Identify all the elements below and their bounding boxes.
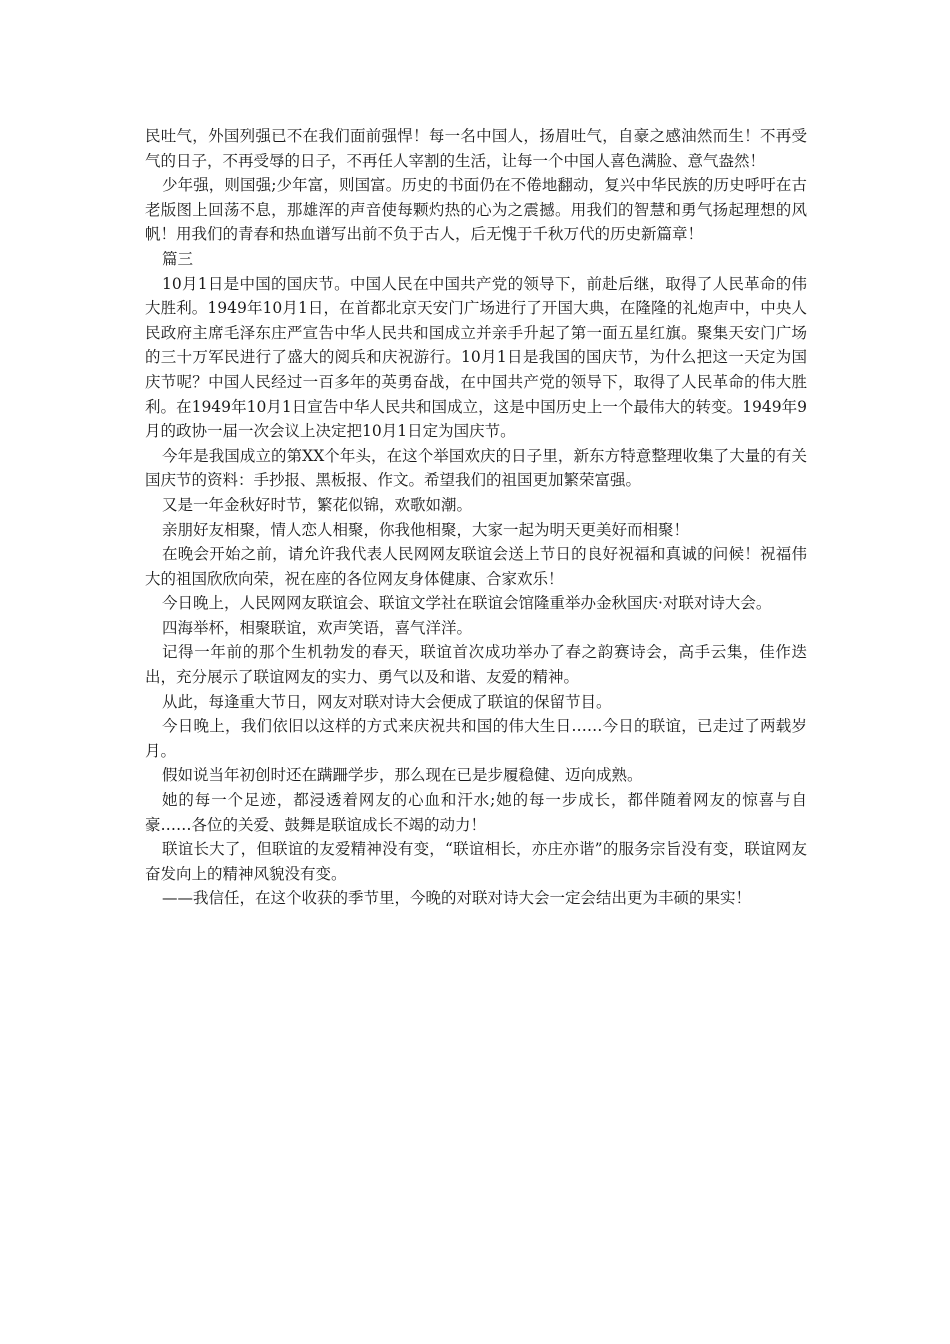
- paragraph-14: 她的每一个足迹，都浸透着网友的心血和汗水;她的每一步成长，都伴随着网友的惊喜与自豪……各位的关爱、鼓舞是联谊成长不竭的动力！: [145, 791, 807, 834]
- paragraph-7: 在晚会开始之前，请允许我代表人民网网友联谊会送上节日的良好祝福和真诚的问候！祝福伟大的祖国欣欣向荣，祝在座的各位网友身体健康、合家欢乐！: [145, 545, 807, 588]
- paragraph-13: 假如说当年初创时还在蹒跚学步，那么现在已是步履稳健、迈向成熟。: [162, 766, 643, 785]
- paragraph-16: ——我信任，在这个收获的季节里，今晚的对联对诗大会一定会结出更为丰硕的果实！: [162, 889, 752, 908]
- paragraph-3: 10月1日是中国的国庆节。中国人民在中国共产党的领导下，前赴后继，取得了人民革命的伟大胜利。1949年10月1日，在首都北京天安门广场进行了开国大典，在隆隆的礼炮声中，中央人民政府主席毛泽东庄严宣告中华人民共和国成立并亲手升起了第一面五星红旗。聚集天安门广场的三十万军民进行了盛大的阅兵和庆祝游行。10月1日是我国的国庆节，为什么把这一天定为国庆节呢？中国人民经过一百多年的英勇奋战，在中国共产党的领导下，取得了人民革命的伟大胜利。在1949年10月1日宣告中华人民共和国成立，这是中国历史上一个最伟大的转变。1949年9月的政协一届一次会议上决定把10月1日定为国庆节。: [145, 274, 807, 441]
- paragraph-11: 从此，每逢重大节日，网友对联对诗大会便成了联谊的保留节目。: [162, 692, 612, 711]
- paragraph-2: 少年强，则国强;少年富，则国富。历史的书面仍在不倦地翻动，复兴中华民族的历史呼吁在古老版图上回荡不息，那雄浑的声音使每颗灼热的心为之震撼。用我们的智慧和勇气扬起理想的风帆！用我们的青春和热血谱写出前不负于古人，后无愧于千秋万代的历史新篇章！: [145, 176, 807, 244]
- paragraph-4: 今年是我国成立的第XX个年头，在这个举国欢庆的日子里，新东方特意整理收集了大量的有关国庆节的资料：手抄报、黑板报、作文。希望我们的祖国更加繁荣富强。: [145, 446, 807, 490]
- paragraph-15: 联谊长大了，但联谊的友爱精神没有变，“联谊相长，亦庄亦谐”的服务宗旨没有变，联谊网友奋发向上的精神风貌没有变。: [145, 840, 807, 883]
- paragraph-10: 记得一年前的那个生机勃发的春天，联谊首次成功举办了春之韵赛诗会，高手云集，佳作迭出，充分展示了联谊网友的实力、勇气以及和谐、友爱的精神。: [145, 643, 807, 687]
- document-body: [145, 124, 807, 911]
- paragraph-5: 又是一年金秋好时节，繁花似锦，欢歌如潮。: [162, 495, 473, 514]
- paragraph-6: 亲朋好友相聚，情人恋人相聚，你我他相聚，大家一起为明天更美好而相聚！: [162, 520, 690, 539]
- paragraph-12: 今日晚上，我们依旧以这样的方式来庆祝共和国的伟大生日……今日的联谊，已走过了两载岁月。: [145, 717, 807, 760]
- paragraph-1: 民吐气，外国列强已不在我们面前强悍！每一名中国人，扬眉吐气，自豪之感油然而生！不再受气的日子，不再受辱的日子，不再任人宰割的生活，让每一个中国人喜色满脸、意气盎然！: [145, 127, 807, 170]
- paragraph-9: 四海举杯，相聚联谊，欢声笑语，喜气洋洋。: [162, 618, 473, 637]
- section-heading: 篇三: [162, 249, 194, 268]
- paragraph-8: 今日晚上，人民网网友联谊会、联谊文学社在联谊会馆隆重举办金秋国庆·对联对诗大会。: [162, 594, 772, 613]
